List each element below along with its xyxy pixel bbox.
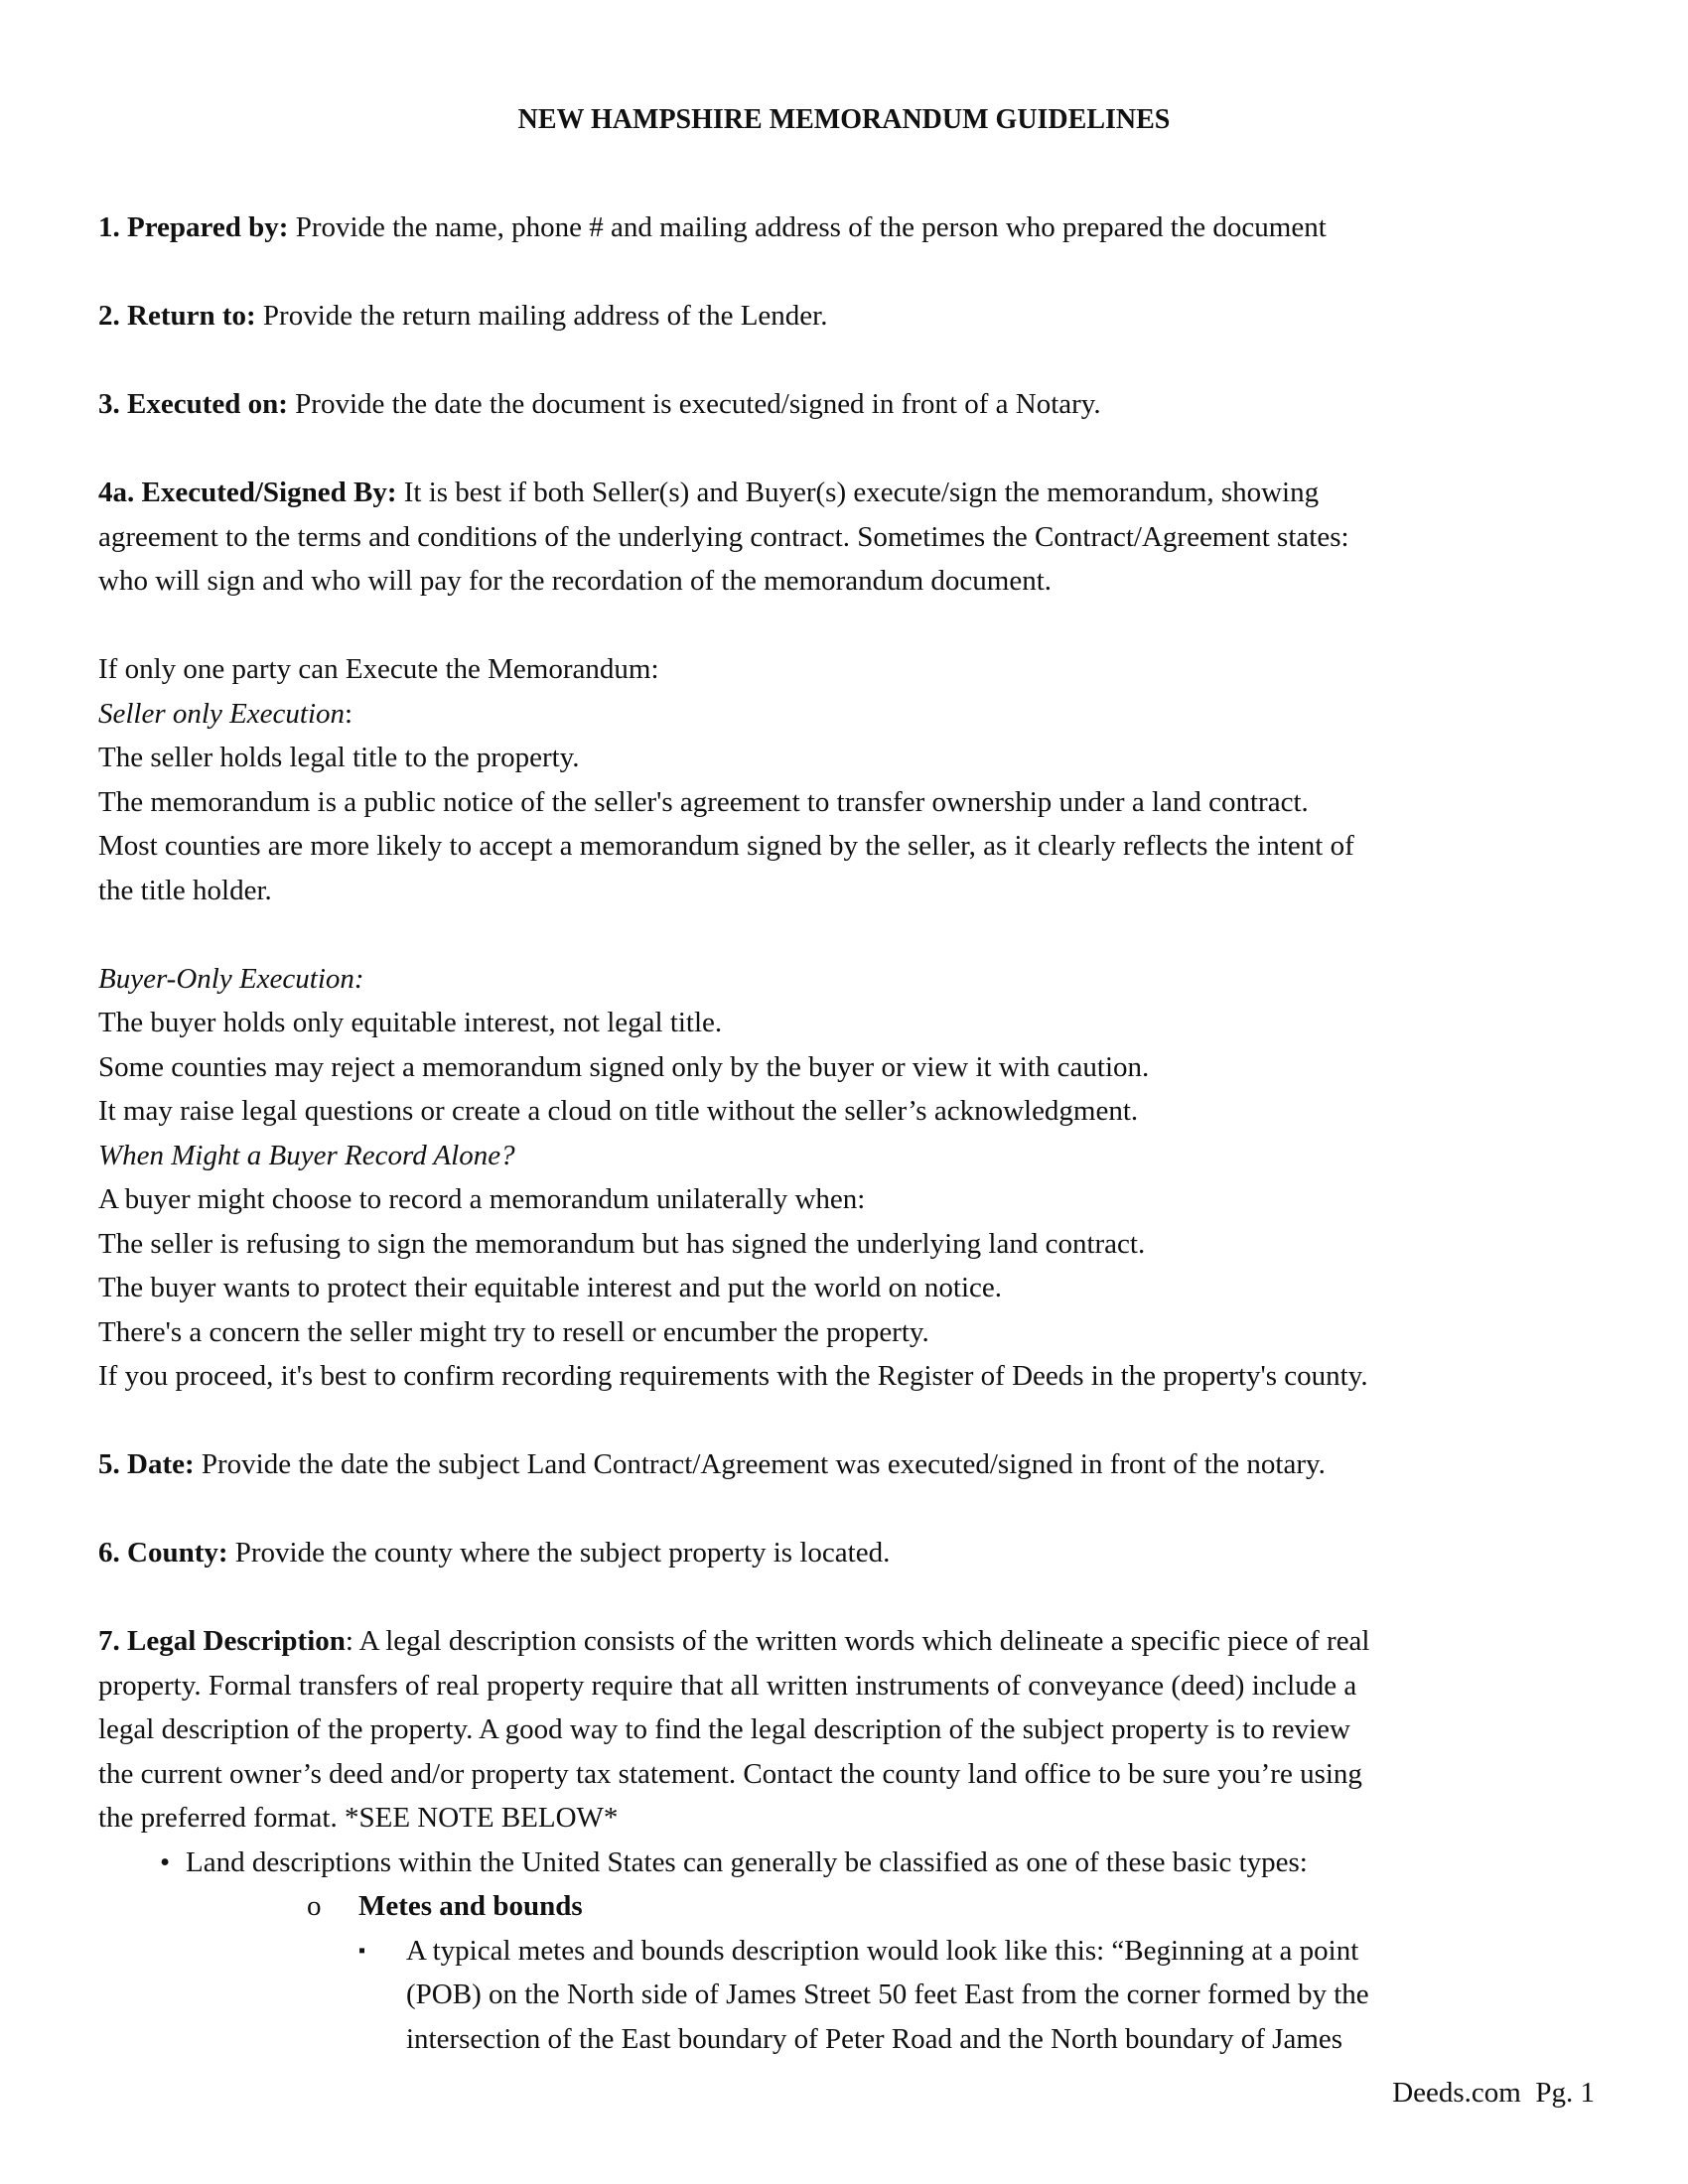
seller-only-line: the title holder. xyxy=(98,874,272,906)
when-buyer-line: The buyer wants to protect their equitable interest and put the world on notice. xyxy=(98,1272,1003,1303)
prepared-by-text: Provide the name, phone # and mailing address of the person who prepared the document xyxy=(288,211,1327,243)
county-label: 6. County: xyxy=(98,1537,228,1569)
when-buyer-line: If you proceed, it's best to confirm recording requirements with the Register of Deeds in the property's county. xyxy=(98,1360,1368,1392)
executed-by-text: It is best if both Seller(s) and Buyer(s) execute/sign the memorandum, showing xyxy=(396,477,1320,508)
executed-by-label: 4a. Executed/Signed By: xyxy=(98,477,397,508)
legal-description-line: the preferred format. *SEE NOTE BELOW* xyxy=(98,1802,619,1834)
when-buyer-heading-text: When Might a Buyer Record Alone? xyxy=(98,1139,515,1171)
return-to-section xyxy=(98,294,1608,339)
footer-page-number: Pg. 1 xyxy=(1535,2077,1595,2109)
executed-by-line: agreement to the terms and conditions of the underlying contract. Sometimes the Contract/Agreement states: xyxy=(98,520,1349,553)
guidelines-body xyxy=(98,205,1608,2061)
buyer-only-line: The buyer holds only equitable interest, not legal title. xyxy=(98,1007,723,1038)
legal-description-line: legal description of the property. A good way to find the legal description of the subject property is to review xyxy=(98,1713,1350,1745)
seller-only-line: The seller holds legal title to the property. xyxy=(98,742,580,773)
seller-only-heading xyxy=(98,692,1608,737)
executed-by-section xyxy=(98,471,1608,604)
prepared-by-label: 1. Prepared by: xyxy=(98,211,289,243)
metes-bounds-line: A typical metes and bounds description would look like this: “Beginning at a point xyxy=(406,1934,1359,1967)
bullet-circle-icon: o xyxy=(307,1890,322,1922)
buyer-only-heading xyxy=(98,957,1608,1002)
county-text: Provide the county where the subject property is located. xyxy=(227,1537,891,1569)
bullet-square-icon: ▪ xyxy=(358,1939,366,1962)
when-buyer-line: There's a concern the seller might try to resell or encumber the property. xyxy=(98,1315,929,1348)
date-text: Provide the date the subject Land Contract/Agreement was executed/signed in front of the notary. xyxy=(194,1448,1326,1480)
buyer-only-section xyxy=(98,957,1608,1399)
bullet-dot-icon: • xyxy=(160,1845,171,1878)
metes-and-bounds-heading: Metes and bounds xyxy=(358,1890,583,1922)
bullet-text: Land descriptions within the United States can generally be classified as one of these basic types: xyxy=(186,1845,1308,1878)
return-to-label: 2. Return to: xyxy=(98,300,256,332)
legal-description-line xyxy=(98,1619,1608,1664)
list-item xyxy=(98,1884,1608,1929)
legal-description-section xyxy=(98,1619,1608,2061)
seller-only-line: The memorandum is a public notice of the seller's agreement to transfer ownership under a land contract. xyxy=(98,785,1309,818)
date-section xyxy=(98,1442,1608,1487)
buyer-only-line: It may raise legal questions or create a cloud on title without the seller’s acknowledgment. xyxy=(98,1095,1139,1127)
executed-on-text: Provide the date the document is executed/signed in front of a Notary. xyxy=(287,388,1101,420)
return-to-text: Provide the return mailing address of the Lender. xyxy=(255,300,828,332)
metes-bounds-line: (POB) on the North side of James Street 50 feet East from the corner formed by the xyxy=(406,1979,1369,2010)
legal-description-line: the current owner’s deed and/or property tax statement. Contact the county land office to be sure you’re using xyxy=(98,1757,1362,1790)
seller-only-heading-colon: : xyxy=(345,697,353,730)
list-item xyxy=(98,1841,1608,1885)
seller-only-heading-text: Seller only Execution xyxy=(98,697,346,730)
executed-on-section xyxy=(98,382,1608,427)
executed-by-line xyxy=(98,471,1608,515)
buyer-only-line: Some counties may reject a memorandum signed only by the buyer or view it with caution. xyxy=(98,1050,1150,1083)
date-label: 5. Date: xyxy=(98,1448,195,1480)
page-footer xyxy=(1392,2075,1595,2111)
executed-on-label: 3. Executed on: xyxy=(98,388,288,420)
list-item xyxy=(98,1929,1608,2062)
seller-only-line: Most counties are more likely to accept a memorandum signed by the seller, as it clearly reflects the intent of xyxy=(98,830,1354,862)
prepared-by-section xyxy=(98,205,1608,250)
executed-by-line: who will sign and who will pay for the recordation of the memorandum document. xyxy=(98,565,1053,597)
legal-description-label: 7. Legal Description xyxy=(98,1625,346,1657)
one-party-intro: If only one party can Execute the Memorandum: xyxy=(98,653,659,685)
legal-description-line: property. Formal transfers of real property require that all written instruments of conveyance (deed) include a xyxy=(98,1669,1357,1702)
county-section xyxy=(98,1531,1608,1575)
metes-bounds-line: intersection of the East boundary of Peter Road and the North boundary of James xyxy=(406,2022,1343,2055)
legal-description-text: : A legal description consists of the written words which delineate a specific piece of real xyxy=(345,1625,1370,1657)
when-buyer-line: The seller is refusing to sign the memorandum but has signed the underlying land contract. xyxy=(98,1227,1146,1260)
when-buyer-line: A buyer might choose to record a memorandum unilaterally when: xyxy=(98,1183,866,1215)
page-title: NEW HAMPSHIRE MEMORANDUM GUIDELINES xyxy=(517,104,1171,135)
footer-site: Deeds.com xyxy=(1392,2077,1521,2109)
when-buyer-heading xyxy=(98,1134,1608,1178)
buyer-only-heading-text: Buyer-Only Execution: xyxy=(98,962,364,995)
seller-only-section xyxy=(98,647,1608,912)
